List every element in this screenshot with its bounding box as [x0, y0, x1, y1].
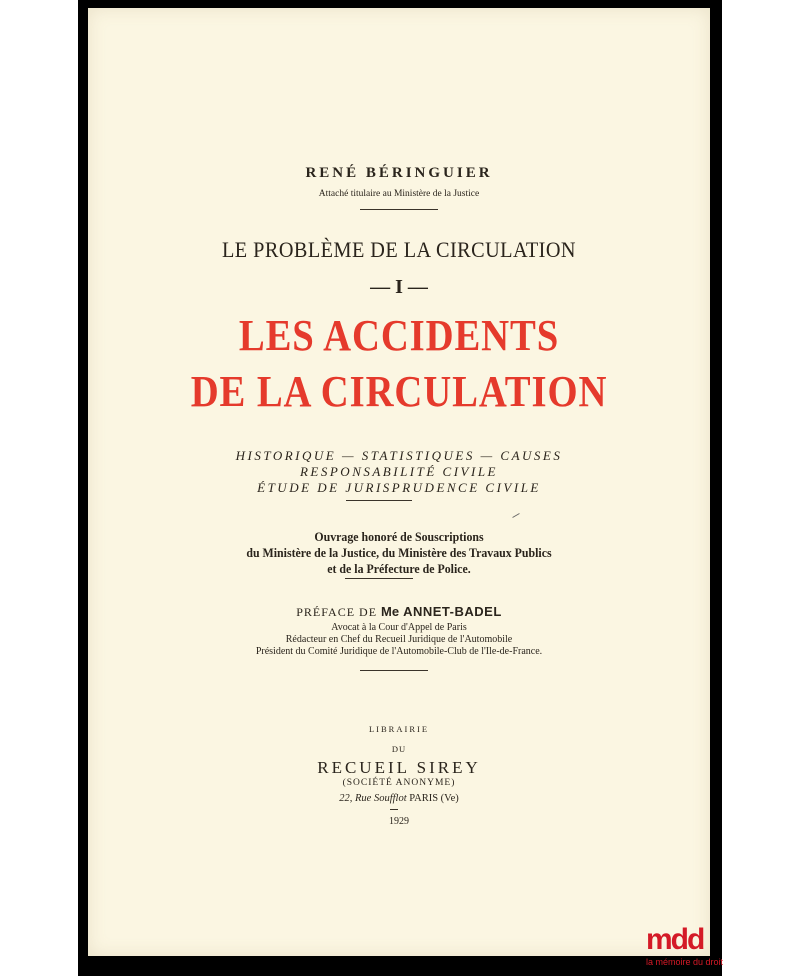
- publisher-name: RECUEIL SIREY: [317, 758, 481, 777]
- preface-prefix: PRÉFACE DE: [296, 605, 378, 619]
- ink-mark: [512, 513, 519, 518]
- publisher-du: DU: [391, 744, 407, 754]
- preface-line: [88, 604, 710, 620]
- honor-line: du Ministère de la Justice, du Ministère des Travaux Publics: [246, 546, 552, 560]
- preface-name: ANNET-BADEL: [403, 604, 502, 619]
- author-name: RENÉ BÉRINGUIER: [305, 165, 493, 181]
- subtitle-line: RESPONSABILITÉ CIVILE: [299, 464, 498, 479]
- divider: [390, 809, 398, 810]
- book-cover: [88, 8, 710, 956]
- volume-number: — I —: [370, 276, 428, 298]
- honor-line: et de la Préfecture de Police.: [327, 562, 471, 576]
- author-title: Attaché titulaire au Ministère de la Justice: [318, 189, 480, 199]
- divider: [360, 670, 428, 671]
- main-title-line-2: DE LA CIRCULATION: [190, 367, 608, 416]
- series-title: LE PROBLÈME DE LA CIRCULATION: [221, 237, 577, 262]
- mdd-logo-subtext: la mémoire du droit: [646, 957, 724, 967]
- mdd-logo: mdd: [646, 923, 704, 956]
- credit-line: Rédacteur en Chef du Recueil Juridique de l'Automobile: [285, 634, 513, 645]
- address-street: 22, Rue Soufflot: [339, 793, 407, 804]
- publisher-label: LIBRAIRIE: [368, 724, 430, 734]
- honor-line: Ouvrage honoré de Souscriptions: [314, 530, 484, 544]
- divider: [360, 209, 438, 210]
- credit-line: Avocat à la Cour d'Appel de Paris: [331, 622, 467, 633]
- credit-line: Président du Comité Juridique de l'Automobile-Club de l'Ile-de-France.: [255, 646, 543, 657]
- publisher-address: [88, 793, 710, 804]
- address-city: PARIS (Ve): [409, 793, 459, 804]
- main-title-line-1: LES ACCIDENTS: [238, 311, 560, 360]
- subtitle-line: ÉTUDE DE JURISPRUDENCE CIVILE: [257, 480, 541, 495]
- divider: [346, 500, 412, 501]
- publisher-type: (SOCIÉTÉ ANONYME): [342, 778, 456, 788]
- subtitle-line: HISTORIQUE — STATISTIQUES — CAUSES: [235, 448, 563, 463]
- divider: [345, 578, 413, 579]
- preface-honorific: Me: [381, 604, 400, 619]
- publication-year: 1929: [389, 816, 409, 827]
